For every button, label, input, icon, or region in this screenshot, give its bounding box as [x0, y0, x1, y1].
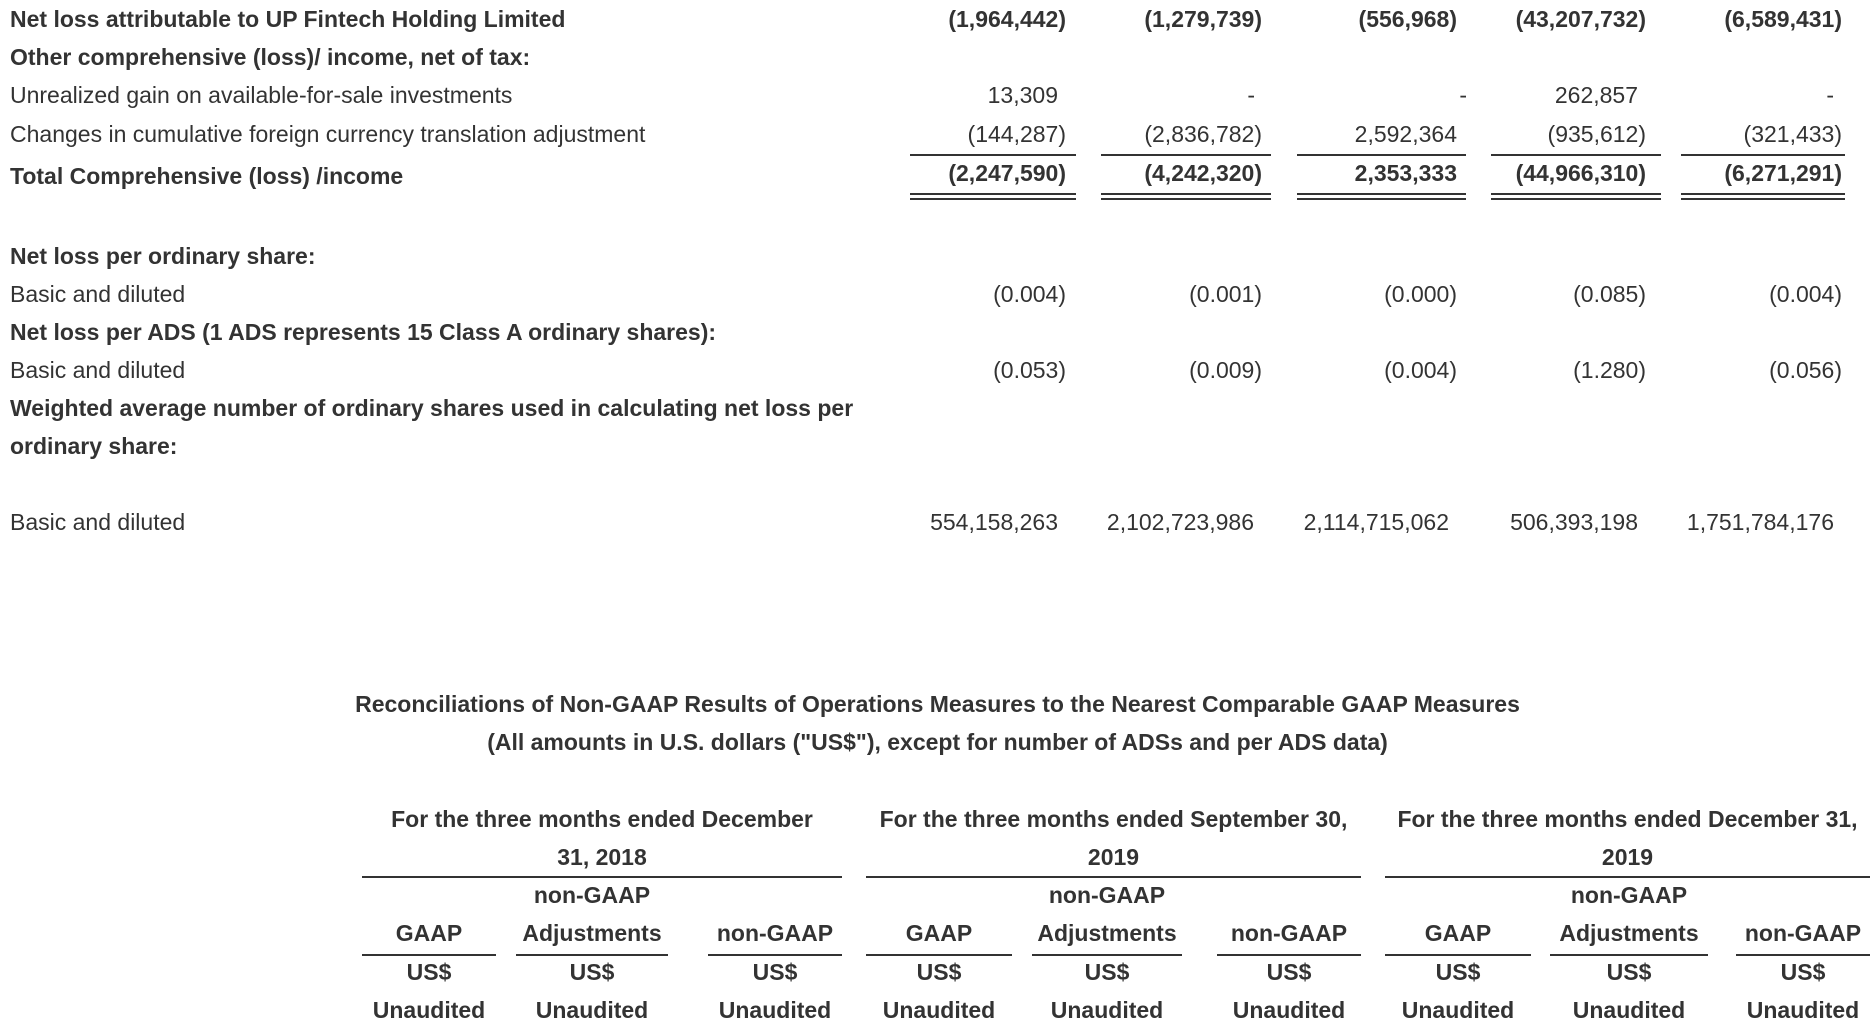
currency-label: US$ — [1266, 959, 1312, 985]
period-header: For the three months ended December — [391, 806, 813, 832]
period-header: For the three months ended September 30, — [879, 806, 1348, 832]
period-rule — [866, 876, 1361, 878]
value-cell: (0.000) — [1384, 281, 1457, 307]
value-cell: (6,589,431) — [1724, 6, 1842, 32]
value-cell: (556,968) — [1358, 6, 1457, 32]
column-header-gaap: GAAP — [905, 920, 973, 946]
audit-label: Unaudited — [1050, 997, 1164, 1023]
audit-label: Unaudited — [372, 997, 486, 1023]
subtotal-rule — [1491, 154, 1661, 156]
value-cell: (1,964,442) — [948, 6, 1066, 32]
audit-label: Unaudited — [1232, 997, 1346, 1023]
value-cell: (2,836,782) — [1144, 121, 1262, 147]
value-cell: (144,287) — [967, 121, 1066, 147]
currency-label: US$ — [1435, 959, 1481, 985]
column-rule — [708, 954, 842, 956]
value-cell: 554,158,263 — [930, 509, 1058, 535]
column-rule — [1217, 954, 1361, 956]
reconciliation-subtitle: (All amounts in U.S. dollars ("US$"), except for number of ADSs and per ADS data) — [487, 729, 1388, 755]
value-cell: (0.004) — [1769, 281, 1842, 307]
column-rule — [1736, 954, 1870, 956]
value-cell: 1,751,784,176 — [1686, 509, 1834, 535]
value-cell: 13,309 — [987, 82, 1058, 108]
row-label-net-loss-per-ads: Net loss per ADS (1 ADS represents 15 Class A ordinary shares): — [10, 319, 717, 345]
currency-label: US$ — [1084, 959, 1130, 985]
total-double-rule — [910, 193, 1076, 200]
row-label-weighted-average: Weighted average number of ordinary shares used in calculating net loss per — [10, 395, 854, 421]
column-rule — [362, 954, 496, 956]
period-header: 2019 — [1087, 844, 1140, 870]
period-header: For the three months ended December 31, — [1397, 806, 1858, 832]
row-label-basic-diluted: Basic and diluted — [10, 509, 186, 535]
column-header-gaap: GAAP — [1424, 920, 1492, 946]
reconciliation-title: Reconciliations of Non-GAAP Results of Operations Measures to the Nearest Comparable GAAP Measures — [355, 691, 1520, 717]
column-header-non-gaap: non-GAAP — [1744, 920, 1862, 946]
value-cell: 2,592,364 — [1354, 121, 1457, 147]
column-rule — [1550, 954, 1708, 956]
audit-label: Unaudited — [535, 997, 649, 1023]
value-cell: - — [1459, 82, 1467, 108]
period-rule — [362, 876, 842, 878]
column-header-adjustments: non-GAAP — [533, 882, 651, 908]
row-label-weighted-average-cont: ordinary share: — [10, 433, 178, 459]
row-label-basic-diluted: Basic and diluted — [10, 357, 186, 383]
value-cell: (1.280) — [1573, 357, 1646, 383]
subtotal-rule — [1681, 154, 1845, 156]
value-cell: (0.004) — [993, 281, 1066, 307]
row-label-total-comprehensive: Total Comprehensive (loss) /income — [10, 163, 404, 189]
value-cell: (0.001) — [1189, 281, 1262, 307]
column-header-adjustments: Adjustments — [1037, 920, 1177, 946]
value-cell: (0.085) — [1573, 281, 1646, 307]
subtotal-rule — [1101, 154, 1271, 156]
value-cell: (1,279,739) — [1144, 6, 1262, 32]
value-cell: (43,207,732) — [1515, 6, 1646, 32]
currency-label: US$ — [1780, 959, 1826, 985]
value-cell: (0.053) — [993, 357, 1066, 383]
row-label-unrealized-gain: Unrealized gain on available-for-sale investments — [10, 82, 513, 108]
value-cell: (321,433) — [1743, 121, 1842, 147]
audit-label: Unaudited — [1746, 997, 1860, 1023]
total-double-rule — [1101, 193, 1271, 200]
audit-label: Unaudited — [718, 997, 832, 1023]
column-header-adjustments: non-GAAP — [1048, 882, 1166, 908]
column-rule — [516, 954, 668, 956]
total-double-rule — [1491, 193, 1661, 200]
audit-label: Unaudited — [1401, 997, 1515, 1023]
currency-label: US$ — [1606, 959, 1652, 985]
row-label-fx-translation: Changes in cumulative foreign currency translation adjustment — [10, 121, 646, 147]
period-header: 2019 — [1601, 844, 1654, 870]
row-label-basic-diluted: Basic and diluted — [10, 281, 186, 307]
currency-label: US$ — [406, 959, 452, 985]
column-header-gaap: GAAP — [395, 920, 463, 946]
value-cell: (4,242,320) — [1144, 160, 1262, 186]
period-rule — [1385, 876, 1870, 878]
column-header-adjustments: non-GAAP — [1570, 882, 1688, 908]
value-cell: 506,393,198 — [1510, 509, 1638, 535]
value-cell: (0.056) — [1769, 357, 1842, 383]
value-cell: 2,353,333 — [1354, 160, 1457, 186]
total-double-rule — [1297, 193, 1466, 200]
currency-label: US$ — [569, 959, 615, 985]
currency-label: US$ — [752, 959, 798, 985]
value-cell: - — [1826, 82, 1834, 108]
column-header-non-gaap: non-GAAP — [1230, 920, 1348, 946]
value-cell: (0.009) — [1189, 357, 1262, 383]
column-rule — [866, 954, 1012, 956]
value-cell: 2,102,723,986 — [1106, 509, 1254, 535]
column-header-non-gaap: non-GAAP — [716, 920, 834, 946]
column-header-adjustments: Adjustments — [1559, 920, 1699, 946]
value-cell: 262,857 — [1554, 82, 1638, 108]
currency-label: US$ — [916, 959, 962, 985]
value-cell: - — [1247, 82, 1255, 108]
value-cell: 2,114,715,062 — [1303, 509, 1449, 535]
value-cell: (6,271,291) — [1724, 160, 1842, 186]
row-label-net-loss-attributable: Net loss attributable to UP Fintech Holding Limited — [10, 6, 566, 32]
audit-label: Unaudited — [882, 997, 996, 1023]
subtotal-rule — [1297, 154, 1466, 156]
audit-label: Unaudited — [1572, 997, 1686, 1023]
total-double-rule — [1681, 193, 1845, 200]
period-header: 31, 2018 — [557, 844, 647, 870]
row-label-net-loss-per-share: Net loss per ordinary share: — [10, 243, 316, 269]
value-cell: (44,966,310) — [1515, 160, 1646, 186]
subtotal-rule — [910, 154, 1076, 156]
column-rule — [1385, 954, 1531, 956]
column-header-adjustments: Adjustments — [522, 920, 662, 946]
value-cell: (2,247,590) — [948, 160, 1066, 186]
value-cell: (0.004) — [1384, 357, 1457, 383]
column-rule — [1032, 954, 1182, 956]
row-label-other-comprehensive: Other comprehensive (loss)/ income, net of tax: — [10, 44, 531, 70]
value-cell: (935,612) — [1547, 121, 1646, 147]
